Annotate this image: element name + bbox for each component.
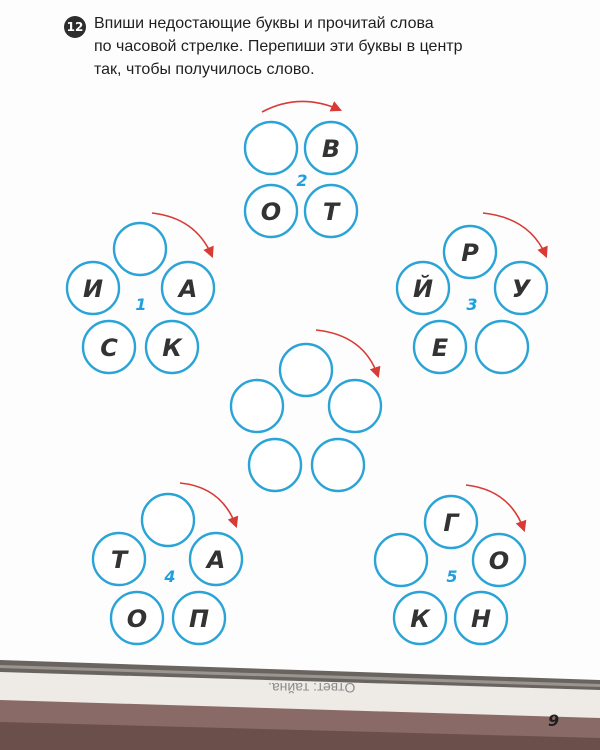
puzzle-letter: Т [110,546,128,574]
puzzle-2 [245,101,357,237]
puzzle-letter: Е [431,334,449,362]
puzzle-letter: А [206,546,226,574]
letter-slot[interactable] [142,494,194,546]
puzzle-4 [93,483,242,644]
letter-slot[interactable] [249,439,301,491]
task-number-badge: 12 [64,16,86,38]
letter-slot[interactable] [114,223,166,275]
instructions-line-3: так, чтобы получилось слово. [94,61,315,79]
letter-slot[interactable] [312,439,364,491]
puzzle-letter: У [511,275,531,303]
puzzle-letter: Т [322,198,340,226]
page-number: 9 [548,711,560,730]
puzzle-letter: Р [461,239,479,267]
letter-slot[interactable] [280,344,332,396]
puzzle-letter: О [126,605,148,633]
puzzle-5 [375,485,525,644]
puzzle-letter: О [260,198,282,226]
letter-slot[interactable] [245,122,297,174]
puzzle-number: 1 [135,295,147,314]
puzzle-letter: Й [412,275,434,303]
puzzle-number: 4 [164,567,176,586]
puzzle-letter: А [178,275,198,303]
puzzle-number: 5 [446,567,458,586]
answer-text-upside-down: Ответ: тайна. [268,680,356,696]
puzzle-letter: О [488,547,510,575]
puzzle-number: 2 [296,171,308,190]
puzzle-1 [67,213,214,373]
letter-slot[interactable] [329,380,381,432]
puzzle-letter: П [188,605,210,633]
puzzle-center [231,330,381,491]
puzzle-letter: С [100,334,118,362]
puzzle-3 [397,213,547,373]
puzzle-letter: И [82,275,104,303]
clockwise-arrow-icon [262,101,340,112]
letter-slot[interactable] [375,534,427,586]
puzzle-letter: К [410,605,430,633]
instructions-line-1: Впиши недостающие буквы и прочитай слова [94,15,434,32]
letter-slot[interactable] [231,380,283,432]
puzzle-letter: Н [470,605,492,633]
puzzle-letter: К [162,334,182,362]
puzzle-letter: Г [443,509,459,537]
page-bottom-band [0,660,600,750]
puzzle-letter: В [321,135,341,163]
puzzle-number: 3 [466,295,478,314]
instructions-line-2: по часовой стрелке. Перепиши эти буквы в центр [94,38,463,56]
letter-slot[interactable] [476,321,528,373]
